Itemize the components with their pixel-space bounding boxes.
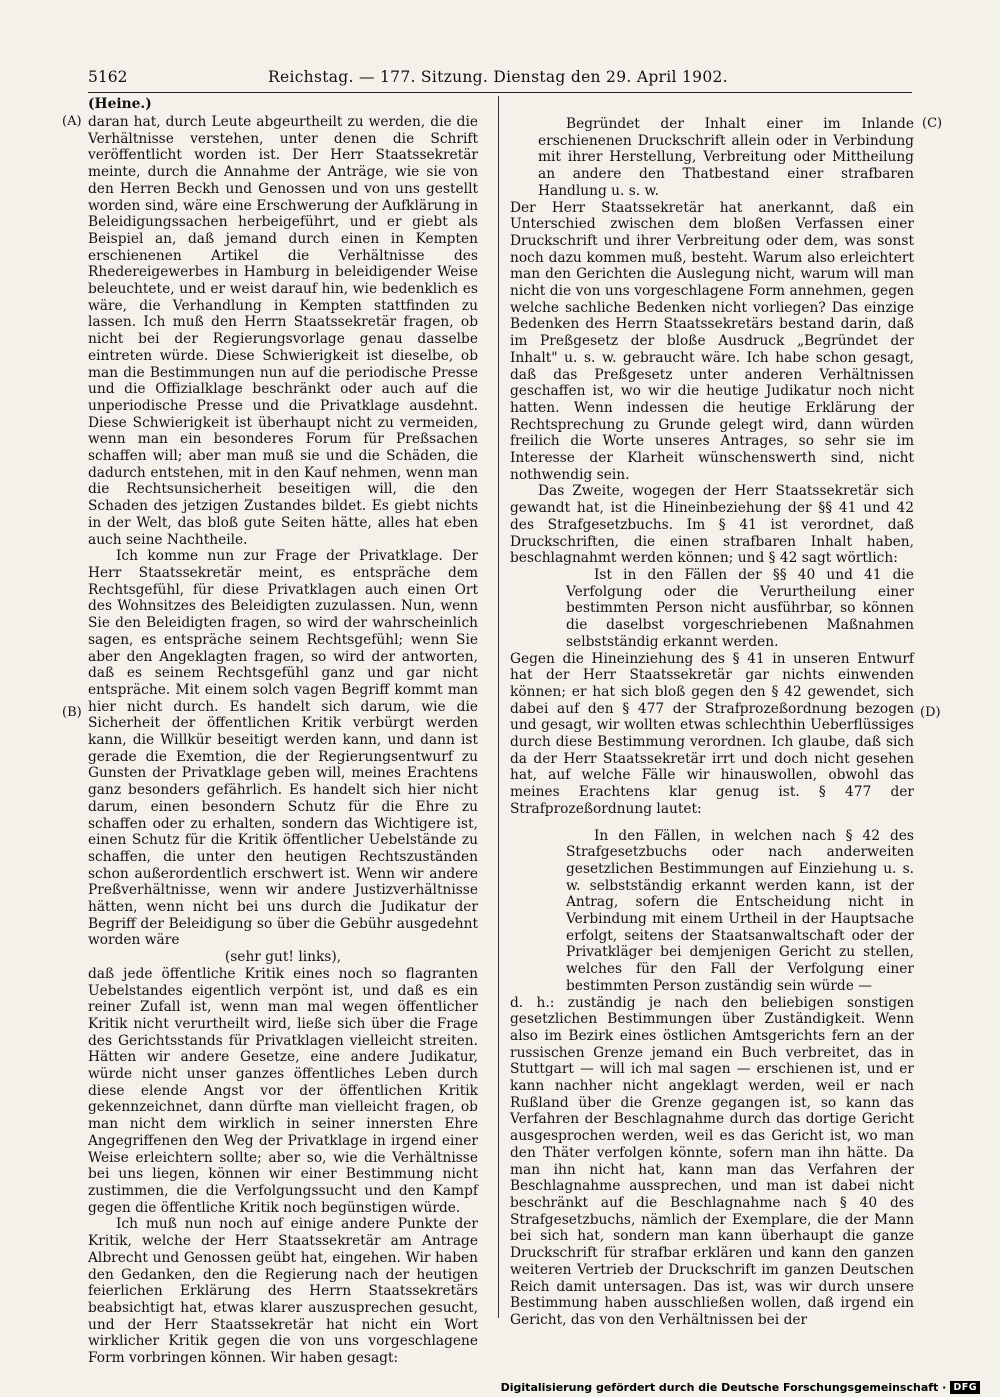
- paragraph: daß jede öffentliche Kritik eines noch so flagranten Uebelstandes eigentlich verpönt ist, und daß es ein reiner Zufall ist, wenn man mal wegen öffentlicher Kritik nicht verurtheilt wird, ließe sich über die Frage des Gerichtsstands für Privatklagen vielleicht streiten. Hätten wir andere Gesetze, eine andere Judikatur, würde nicht unser ganzes öffentliches Leben durch diese elende Angst vor der öffentlichen Kritik gekennzeichnet, dann dürfte man vielleicht fragen, ob man nicht dem wirklich in seiner innersten Ehre Angegriffenen den Weg der Privatklage in irgend einer Weise erleichtern sollte; aber so, wie die Verhältnisse bei uns liegen, können wir einer Bestimmung nicht zustimmen, die die Verfolgungssucht und den Kampf gegen die öffentliche Kritik noch begünstigen würde.: [88, 965, 478, 1216]
- left-column: [88, 114, 478, 1367]
- paragraph: Gegen die Hineinziehung des § 41 in unseren Entwurf hat der Herr Staatssekretär gar nichts einwenden können; er hat sich bloß gegen den § 42 gewendet, sich dabei auf den § 477 der Strafprozeßordnung bezogen und gesagt, wir wollten etwas schlechthin Ueberflüssiges durch diese Bestimmung verordnen. Ich glaube, daß sich da der Herr Staatssekretär irrt und doch nicht gesehen hat, auf welche Fälle wir hinauswollen, obwohl das meines Erachtens klar genug ist. § 477 der Strafprozeßordnung lautet:: [510, 650, 914, 817]
- paragraph: Der Herr Staatssekretär hat anerkannt, daß ein Unterschied zwischen dem bloßen Verfassen einer Druckschrift und ihrer Verbreitung oder dem, was sonst noch dazu kommen muß, besteht. Warum also erleichtert man den Gerichten die Auslegung nicht, warum will man nicht die von uns vorgeschlagene Form annehmen, gegen welche sachliche Bedenken nicht vorliegen? Das einzige Bedenken des Herrn Staatssekretärs bestand darin, daß im Preßgesetz der bloße Ausdruck „Begründet der Inhalt" u. s. w. gebraucht wäre. Ich habe schon gesagt, daß das Preßgesetz unter anderen Verhältnissen geschaffen ist, wo wir die heutige Judikatur noch nicht hatten. Wenn indessen die heutige Erklärung der Rechtsprechung zu Grunde gelegt wird, dann würden freilich die Worte unseres Antrages, so sehr sie im Interesse der Klarheit wünschenswerth sind, nicht nothwendig sein.: [510, 199, 914, 483]
- paragraph: d. h.: zuständig je nach den beliebigen sonstigen gesetzlichen Bestimmungen über Zuständigkeit. Wenn also im Bezirk eines östlichen Amtsgerichts fern an der russischen Grenze jemand ein Buch verbreitet, das in Stuttgart — will ich mal sagen — erschienen ist, und er kann nachher nicht angeklagt werden, weil er nach Rußland über die Grenze gegangen ist, so kann das Verfahren der Beschlagnahme durch das dortige Gericht ausgesprochen werden, weil es das Gericht ist, wo man den Thäter verfolgen könnte, sofern man ihn hätte. Da man ihn nicht hat, kann man das Verfahren der Beschlagnahme aussprechen, und man ist dabei nicht beschränkt auf die Beschlagnahme nach § 40 des Strafgesetzbuchs, nämlich der Exemplare, die der Mann bei sich hat, sondern man kann überhaupt die ganze Druckschrift für strafbar erklären und kann den ganzen weiteren Vertrieb der Druckschrift im ganzen Deutschen Reich damit untersagen. Das ist, was wir durch unsere Bestimmung haben ausschließen wollen, daß irgend ein Gericht, das von den Verhältnissen bei der: [510, 994, 914, 1328]
- margin-marker-b: (B): [62, 705, 82, 720]
- page-number: 5162: [88, 68, 128, 86]
- quote-block: Begründet der Inhalt einer im Inlande erschienenen Druckschrift allein oder in Verbindung mit ihrer Herstellung, Verbreitung oder Mittheilung an andere den Thatbestand einer strafbaren Handlung u. s. w.: [538, 116, 914, 199]
- paragraph: Ich muß nun noch auf einige andere Punkte der Kritik, welche der Herr Staatssekretär am Antrage Albrecht und Genossen geübt hat, eingehen. Wir haben den Gedanken, den die Regierung nach der heutigen feierlichen Erklärung des Herrn Staatssekretärs beabsichtigt hat, etwas klarer auszusprechen gesucht, und der Herr Staatssekretär hat nicht ein Wort wirklicher Kritik gegen die von uns vorgeschlagene Form vorbringen können. Wir haben gesagt:: [88, 1216, 478, 1367]
- right-column: [510, 116, 914, 1329]
- column-divider: [498, 96, 499, 1318]
- speaker-name: (Heine.): [88, 96, 152, 112]
- quote-block: In den Fällen, in welchen nach § 42 des Strafgesetzbuchs oder nach anderweiten gesetzlichen Bestimmungen auf Einziehung u. s. w. selbstständig erkannt werden kann, ist der Antrag, sofern die Entscheidung nicht in Verbindung mit einem Urtheil in der Hauptsache erfolgt, seitens der Staatsanwaltschaft oder der Privatkläger bei demjenigen Gericht zu stellen, welches für den Fall der Verfolgung einer bestimmten Person zuständig sein würde —: [566, 827, 914, 994]
- running-title: Reichstag. — 177. Sitzung. Dienstag den 29. April 1902.: [268, 68, 728, 86]
- quote-block: Ist in den Fällen der §§ 40 und 41 die Verfolgung oder die Verurtheilung einer bestimmten Person nicht ausführbar, so können die daselbst vorgeschriebenen Maßnahmen selbstständig erkannt werden.: [566, 566, 914, 650]
- margin-marker-c: (C): [922, 116, 943, 131]
- page-header: [88, 68, 912, 93]
- paragraph: Ich komme nun zur Frage der Privatklage. Der Herr Staatssekretär meint, es entspräche dem Rechtsgefühl, für diese Privatklagen auch einen Ort des Wohnsitzes des Beleidigten zuzulassen. Nun, wenn Sie den Beleidigten fragen, so wird der wahrscheinlich sagen, es entspräche seinem Rechtsgefühl; wenn Sie aber den Angeklagten fragen, so wird der antworten, daß es seinem Rechtsgefühl ganz und gar nicht entspräche. Mit einem solch vagen Begriff kommt man hier nicht durch. Es handelt sich darum, wie die Sicherheit der öffentlichen Kritik verbürgt werden kann, die Willkür beseitigt werden kann, und dann ist gerade die Exemtion, die der Regierungsentwurf zu Gunsten der Privatklage geben will, meines Erachtens ganz besonders gefährlich. Es handelt sich hier nicht darum, einen besondern Schutz für die Ehre zu schaffen oder zu erhalten, sondern das Wichtigere ist, einen Schutz für die Kritik öffentlicher Uebelstände zu schaffen, die unter den heutigen Rechtszuständen schon außerordentlich erschwert ist. Wenn wir andere Preßverhältnisse, wenn wir andere Justizverhältnisse hätten, wenn nicht bei uns durch die Judikatur der Begriff der Beleidigung so über die Gebühr ausgedehnt worden wäre: [88, 548, 478, 949]
- margin-marker-d: (D): [920, 705, 941, 720]
- dfg-logo: DFG: [950, 1381, 980, 1394]
- footer-text: Digitalisierung gefördert durch die Deutsche Forschungsgemeinschaft ·: [500, 1380, 947, 1394]
- paragraph: daran hat, durch Leute abgeurtheilt zu werden, die die Verhältnisse verstehen, unter denen die Schrift veröffentlicht worden ist. Der Herr Staatssekretär meinte, durch die Annahme der Anträge, wie sie von den Herren Beckh und Genossen und von uns gestellt worden sind, wäre eine Erschwerung der Aufklärung in Beleidigungssachen herbeigeführt, und er giebt als Beispiel an, daß jemand durch einen in Kempten erschienenen Artikel die Verhältnisse des Rhedereigewerbes in Hamburg in beleidigender Weise beleuchtete, und er weist darauf hin, wie bedenklich es wäre, die Verhandlung in Kempten stattfinden zu lassen. Ich muß den Herrn Staatssekretär fragen, ob nicht bei der Regierungsvorlage genau dasselbe eintreten würde. Diese Schwierigkeit ist dieselbe, ob man die Bestimmungen nun auf die periodische Presse und die Offizialklage beschränkt oder auch auf die unperiodische Presse und die Privatklage ausdehnt. Diese Schwierigkeit ist überhaupt nicht zu vermeiden, wenn man ein besonderes Forum für Preßsachen schaffen will; aber man muß sie und die Schäden, die dadurch entstehen, mit in den Kauf nehmen, wenn man die Rechtsunsicherheit beseitigen will, die den Schaden des jetzigen Zustandes bildet. Es giebt nichts in der Welt, das bloß gute Seiten hätte, alles hat eben auch seine Nachtheile.: [88, 114, 478, 548]
- interjection: (sehr gut! links),: [224, 949, 342, 966]
- footer: [501, 1379, 980, 1395]
- paragraph: Das Zweite, wogegen der Herr Staatssekretär sich gewandt hat, ist die Hineinbeziehung der §§ 41 und 42 des Strafgesetzbuchs. Im § 41 ist verordnet, daß Druckschriften, die einen strafbaren Inhalt haben, beschlagnahmt werden können; und § 42 sagt wörtlich:: [510, 483, 914, 567]
- margin-marker-a: (A): [62, 114, 82, 129]
